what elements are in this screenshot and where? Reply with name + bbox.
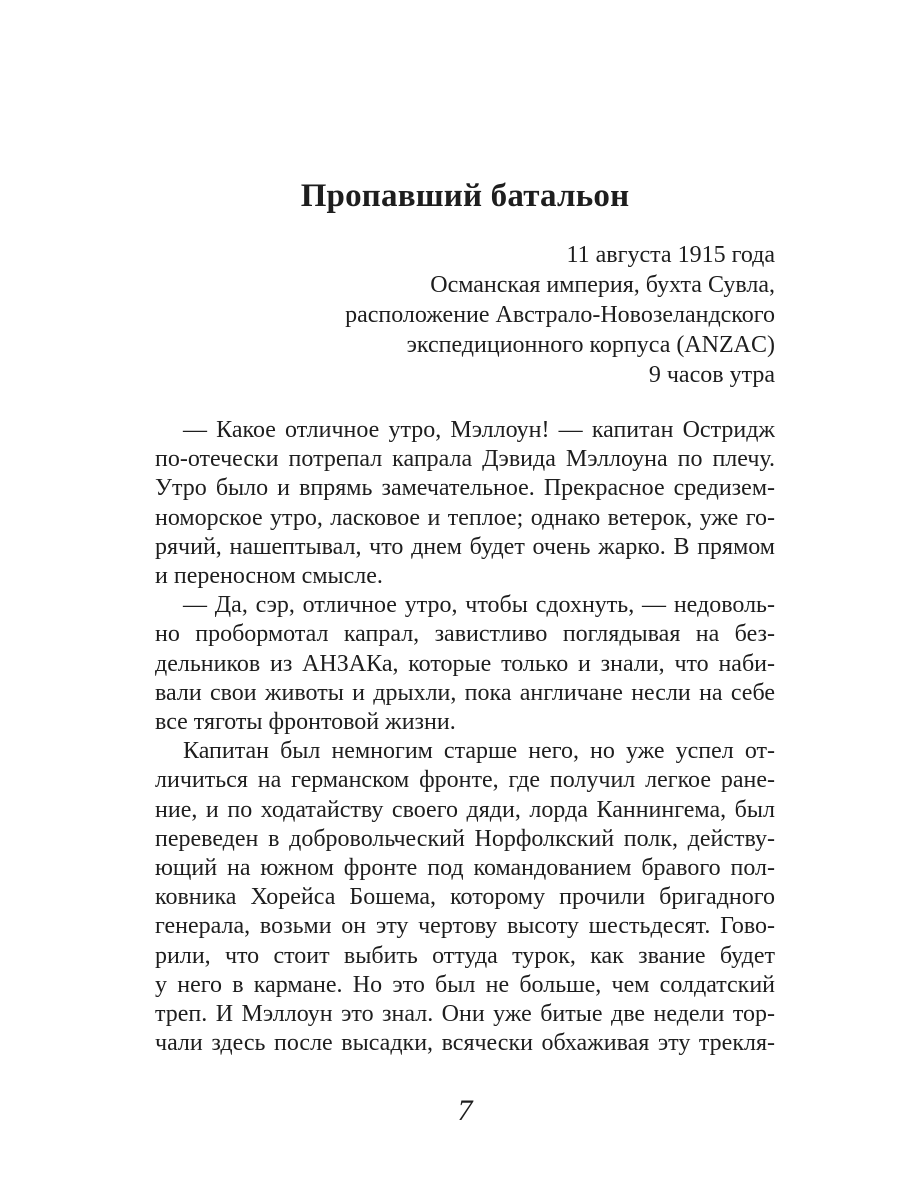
epigraph-line: Османская империя, бухта Сувла, [430,272,775,298]
text-line: личиться на германском фронте, где получил легкое ране- [155,767,775,794]
epigraph-line: 11 августа 1915 года [566,242,775,268]
paragraph [155,416,775,591]
epigraph-line: экспедиционного корпуса (ANZAC) [406,332,775,358]
text-line: Утро было и впрямь замечательное. Прекрасное средизем- [155,475,775,502]
text-line: у него в кармане. Но это был не больше, чем солдатский [155,971,775,998]
text-line: по-отечески потрепал капрала Дэвида Мэллоуна по плечу. [155,446,775,473]
text-line: но пробормотал капрал, завистливо поглядывая на без- [155,621,775,648]
text-line: дельников из АНЗАКа, которые только и знали, что наби- [155,650,775,677]
text-line: ние, и по ходатайству своего дяди, лорда Каннингема, был [155,796,775,823]
text-line: Капитан был немногим старше него, но уже успел от- [183,738,775,765]
epigraph [155,240,775,390]
text-line: ковника Хорейса Бошема, которому прочили бригадного [155,884,775,911]
text-line: и переносном смысле. [155,563,383,590]
text-line: ющий на южном фронте под командованием бравого пол- [155,855,775,882]
chapter-title: Пропавший батальон [300,178,630,214]
text-line: переведен в добровольческий Норфолкский полк, действу- [155,825,775,852]
text-line: генерала, возьми он эту чертову высоту шестьдесят. Гово- [155,913,775,940]
text-line: вали свои животы и дрыхли, пока англичане несли на себе [155,679,775,706]
paragraph [155,591,775,737]
body-text [155,416,775,1058]
epigraph-line: 9 часов утра [648,362,775,388]
text-line: — Какое отличное утро, Мэллоун! — капитан Остридж [183,417,775,443]
paragraph [155,737,775,1058]
text-line: номорское утро, ласковое и теплое; однако ветерок, уже го- [155,504,775,531]
text-line: чали здесь после высадки, всячески обхаживая эту трекля- [155,1030,775,1057]
text-line: все тяготы фронтовой жизни. [155,709,456,736]
text-line: рячий, нашептывал, что днем будет очень жарко. В прямом [155,533,775,560]
text-line: — Да, сэр, отличное утро, чтобы сдохнуть, — недоволь- [183,592,775,619]
text-line: треп. И Мэллоун это знал. Они уже битые две недели тор- [155,1001,775,1028]
page-number: 7 [457,1094,473,1127]
text-line: рили, что стоит выбить оттуда турок, как звание будет [155,942,775,969]
epigraph-line: расположение Австрало-Новозеландского [345,302,775,328]
